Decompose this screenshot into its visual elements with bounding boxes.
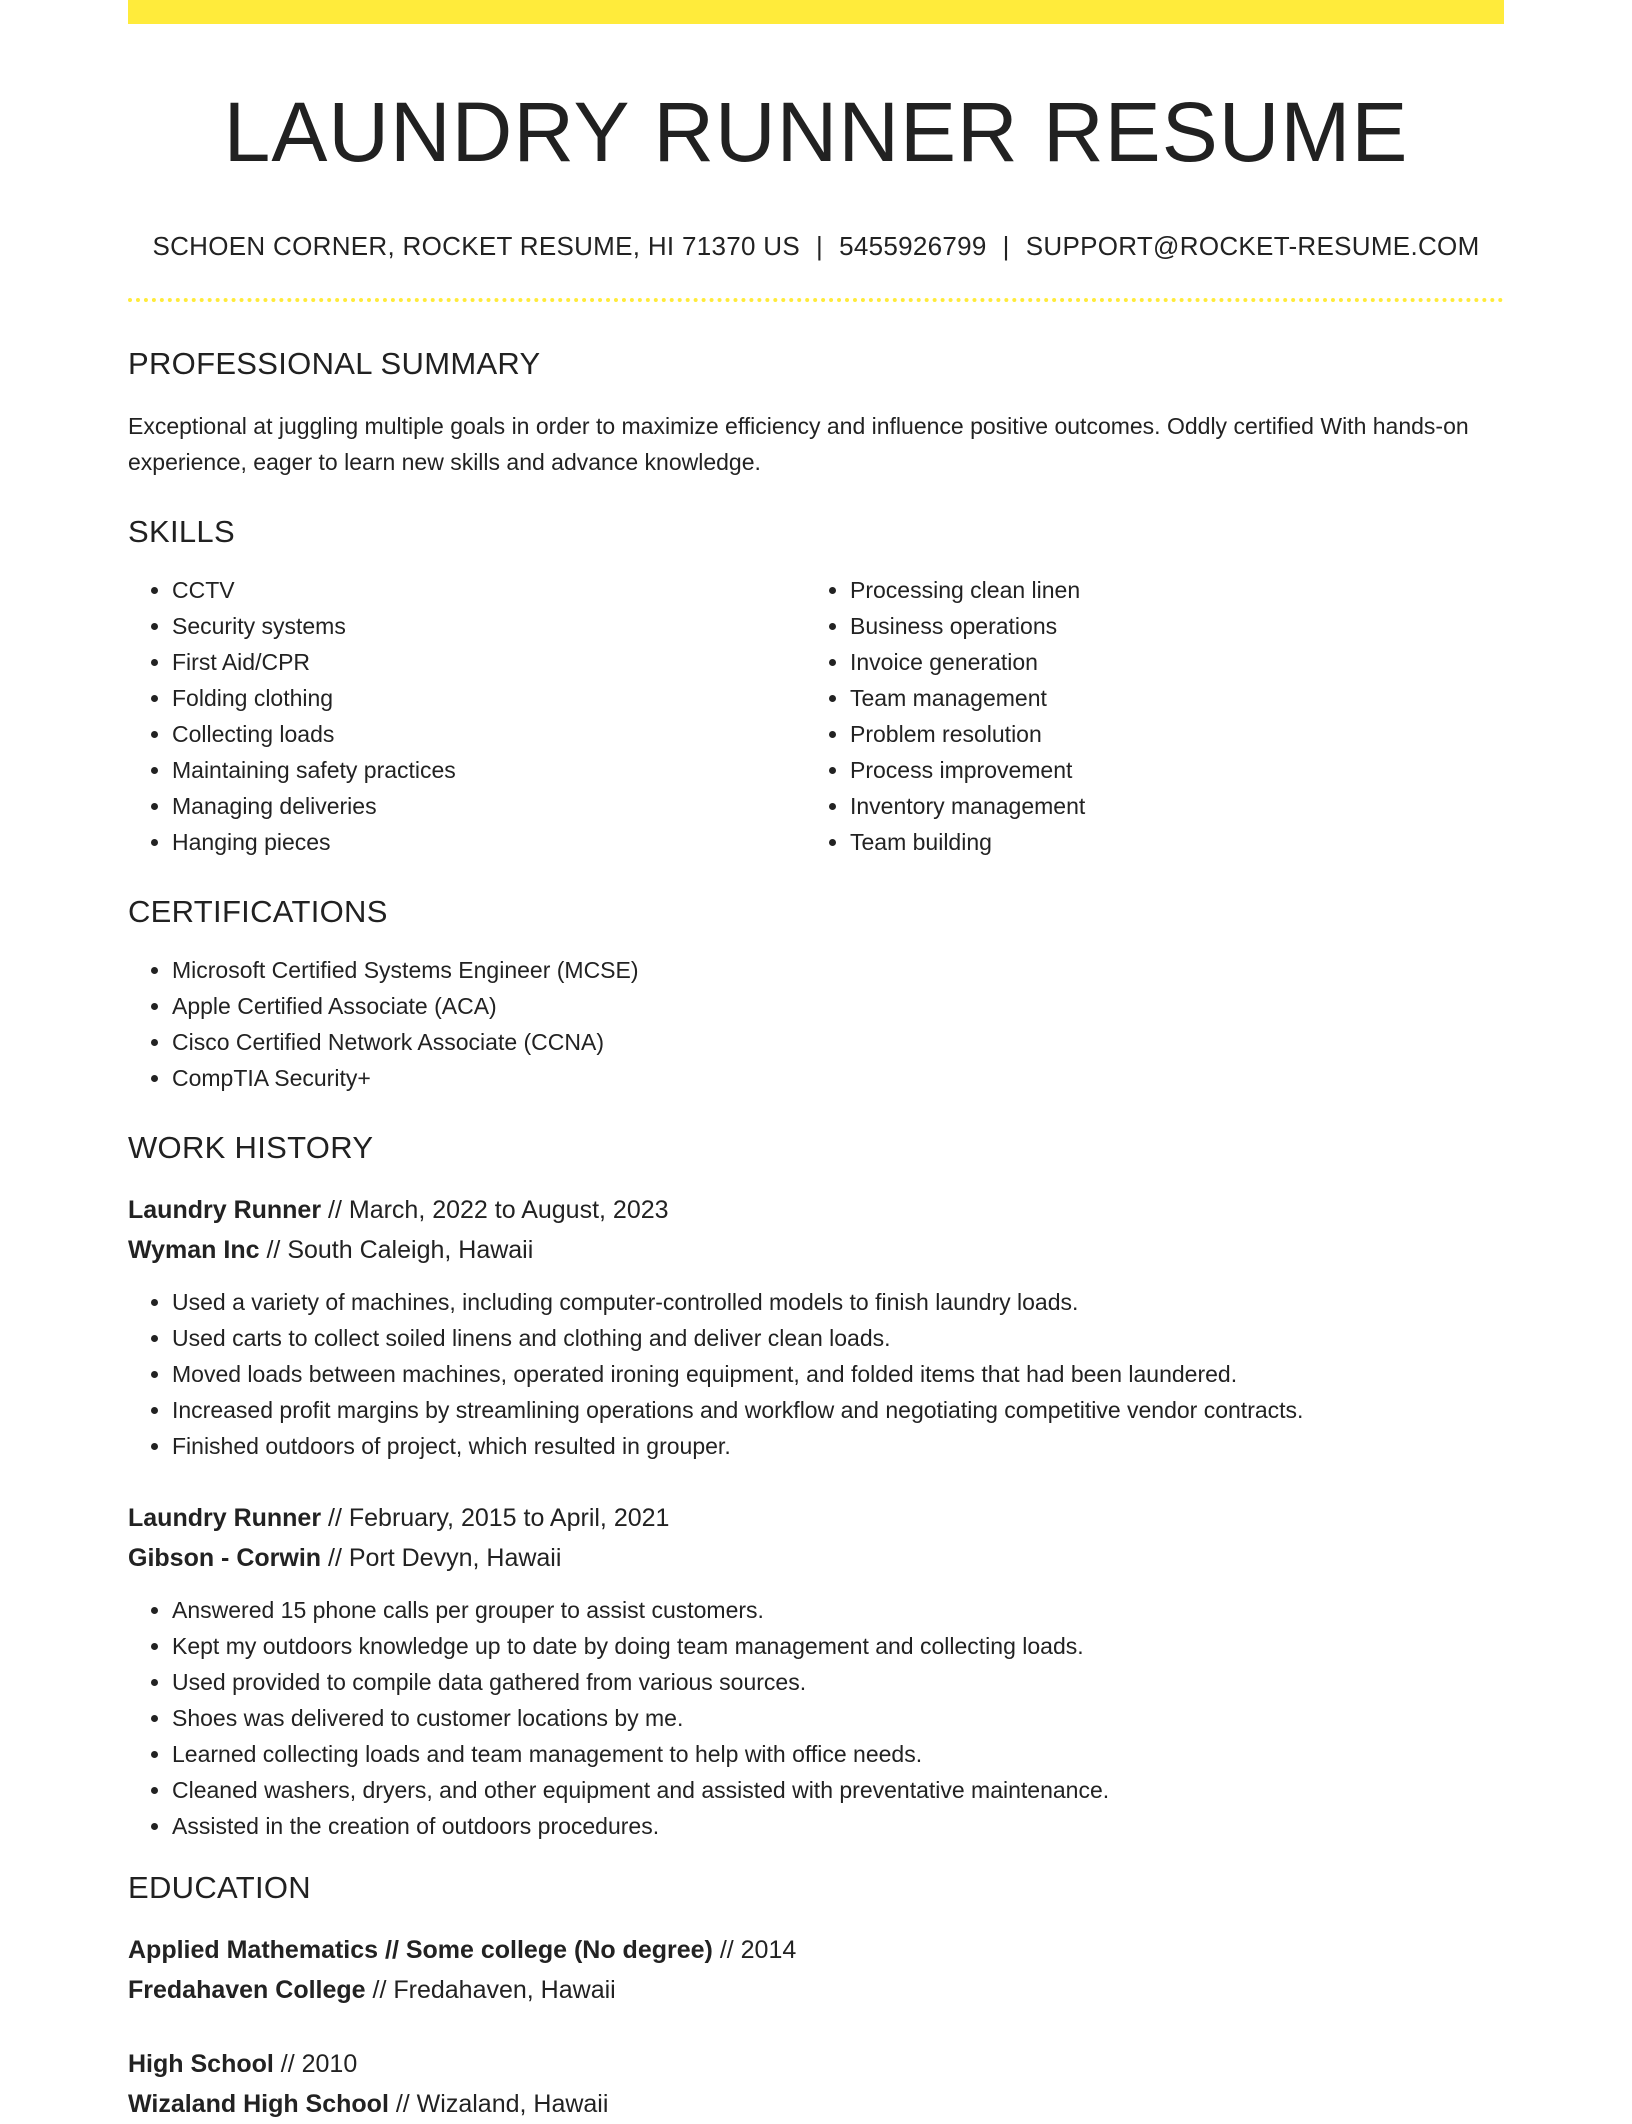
job-location: // Port Devyn, Hawaii [328,1543,562,1572]
contact-separator: | [1002,230,1010,261]
skill-item: • Folding clothing [172,680,806,716]
job-company: Gibson - Corwin [128,1543,322,1572]
skills-right-column [806,572,1484,860]
resume-page [128,0,1504,2124]
job-bullets [128,1592,1504,1844]
education-school: Wizaland High School [128,2089,389,2118]
skills-heading: SKILLS [128,513,235,549]
job-bullet: • Finished outdoors of project, which resulted in grouper. [172,1428,1504,1464]
job-location: // South Caleigh, Hawaii [266,1235,534,1264]
skill-item: • Team management [850,680,1484,716]
skills-columns [128,572,1504,860]
skill-item: • Managing deliveries [172,788,806,824]
job-bullet: • Learned collecting loads and team management to help with office needs. [172,1736,1504,1772]
skill-item: • CCTV [172,572,806,608]
job-company: Wyman Inc [128,1235,260,1264]
summary-heading: PROFESSIONAL SUMMARY [128,345,541,381]
skill-item: • First Aid/CPR [172,644,806,680]
summary-text: Exceptional at juggling multiple goals in order to maximize efficiency and influence positive outcomes. Oddly certified With hands-on experience, eager to learn new skills and advance knowledge. [128,412,1469,475]
skills-left-column [128,572,806,860]
education-location: // Fredahaven, Hawaii [372,1975,616,2004]
job-entry [128,1190,1504,1464]
education-year: // 2014 [719,1935,797,1964]
education-school: Fredahaven College [128,1975,366,2004]
contact-phone: 5455926799 [839,230,987,261]
education-degree-line [128,1930,1504,1970]
education-degree: High School [128,2049,274,2078]
skill-item: • Maintaining safety practices [172,752,806,788]
job-title-line [128,1190,1504,1230]
certification-item: • CompTIA Security+ [172,1060,1504,1096]
job-dates: // March, 2022 to August, 2023 [328,1195,669,1224]
skill-item: • Processing clean linen [850,572,1484,608]
skills-right-list [806,572,1484,860]
job-bullet: • Used carts to collect soiled linens and clothing and deliver clean loads. [172,1320,1504,1356]
accent-top-bar [128,0,1504,24]
job-bullet: • Answered 15 phone calls per grouper to assist customers. [172,1592,1504,1628]
skill-item: • Business operations [850,608,1484,644]
job-role: Laundry Runner [128,1195,322,1224]
education-heading: EDUCATION [128,1869,311,1905]
skill-item: • Team building [850,824,1484,860]
job-bullet: • Cleaned washers, dryers, and other equipment and assisted with preventative maintenance. [172,1772,1504,1808]
job-bullet: • Moved loads between machines, operated ironing equipment, and folded items that had been laundered. [172,1356,1504,1392]
job-title-line [128,1498,1504,1538]
education-location: // Wizaland, Hawaii [395,2089,609,2118]
dotted-divider [128,298,1504,302]
skill-item: • Hanging pieces [172,824,806,860]
skill-item: • Inventory management [850,788,1484,824]
contact-address: SCHOEN CORNER, ROCKET RESUME, HI 71370 US [152,230,800,261]
certification-item: • Microsoft Certified Systems Engineer (MCSE) [172,952,1504,988]
education-school-line [128,1970,1504,2010]
job-company-line [128,1230,1504,1270]
skill-item: • Invoice generation [850,644,1484,680]
certifications-heading: CERTIFICATIONS [128,893,388,929]
contact-email: SUPPORT@ROCKET-RESUME.COM [1025,230,1480,261]
resume-title: LAUNDRY RUNNER RESUME [223,85,1409,179]
job-bullet: • Increased profit margins by streamlining operations and workflow and negotiating competitive vendor contracts. [172,1392,1504,1428]
job-entry [128,1498,1504,1844]
job-bullet: • Used a variety of machines, including computer-controlled models to finish laundry loads. [172,1284,1504,1320]
job-bullet: • Assisted in the creation of outdoors procedures. [172,1808,1504,1844]
job-role: Laundry Runner [128,1503,322,1532]
job-bullet: • Shoes was delivered to customer locations by me. [172,1700,1504,1736]
skills-left-list [128,572,806,860]
skill-item: • Process improvement [850,752,1484,788]
education-degree-line [128,2044,1504,2084]
job-bullet: • Used provided to compile data gathered from various sources. [172,1664,1504,1700]
education-school-line [128,2084,1504,2124]
skill-item: • Collecting loads [172,716,806,752]
work-history-heading: WORK HISTORY [128,1129,374,1165]
skill-item: • Problem resolution [850,716,1484,752]
education-year: // 2010 [280,2049,358,2078]
certification-item: • Cisco Certified Network Associate (CCNA) [172,1024,1504,1060]
job-dates: // February, 2015 to April, 2021 [328,1503,670,1532]
job-bullet: • Kept my outdoors knowledge up to date by doing team management and collecting loads. [172,1628,1504,1664]
job-bullets [128,1284,1504,1464]
contact-line [128,231,1504,262]
contact-separator: | [816,230,824,261]
skill-item: • Security systems [172,608,806,644]
job-company-line [128,1538,1504,1578]
education-entry [128,1930,1504,2010]
education-degree: Applied Mathematics // Some college (No degree) [128,1935,713,1964]
certification-item: • Apple Certified Associate (ACA) [172,988,1504,1024]
certifications-list [128,952,1504,1096]
